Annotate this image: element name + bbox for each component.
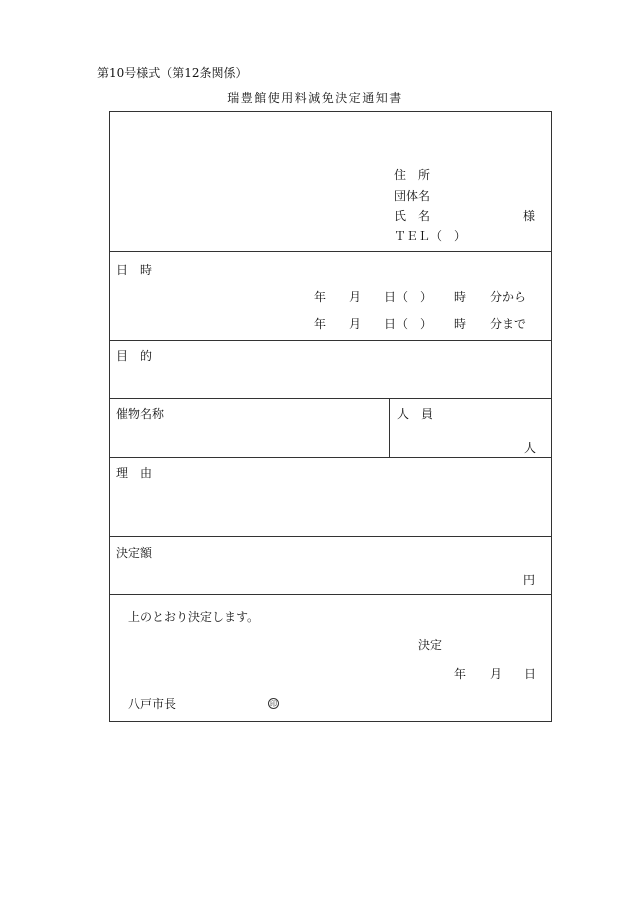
datetime-label: 日 時: [116, 263, 153, 277]
month-unit: 月: [349, 317, 362, 331]
group-name-label: 団体名: [394, 189, 431, 203]
divider-event: [109, 457, 552, 458]
hour-unit: 時: [454, 317, 467, 331]
divider-datetime: [109, 340, 552, 341]
seal-mark: 印: [270, 700, 277, 708]
divider-reason: [109, 536, 552, 537]
honorific: 様: [523, 209, 536, 223]
decided-label: 決定: [418, 638, 443, 652]
name-label: 氏 名: [394, 209, 431, 223]
amount-unit: 円: [523, 573, 536, 587]
day-unit: 日（ ）: [384, 317, 433, 331]
minute-unit: 分から: [490, 290, 527, 304]
form-frame: [109, 111, 552, 722]
hour-unit: 時: [454, 290, 467, 304]
purpose-label: 目 的: [116, 349, 153, 363]
event-name-label: 催物名称: [116, 407, 165, 421]
decision-year-unit: 年: [454, 667, 467, 681]
divider-purpose: [109, 398, 552, 399]
reason-label: 理 由: [116, 466, 153, 480]
year-unit: 年: [314, 290, 327, 304]
divider-recipient: [109, 251, 552, 252]
issuer: 八戸市長: [128, 697, 177, 711]
day-unit: 日（ ）: [384, 290, 433, 304]
form-number: 第10号様式（第12条関係）: [97, 66, 248, 80]
tel-label: ＴＥＬ（ ）: [394, 229, 467, 243]
divider-amount: [109, 594, 552, 595]
decision-month-unit: 月: [490, 667, 503, 681]
minute-unit: 分まで: [490, 317, 527, 331]
people-unit: 人: [524, 441, 537, 455]
decision-statement: 上のとおり決定します。: [128, 610, 260, 624]
address-label: 住 所: [394, 168, 431, 182]
divider-event-people: [389, 398, 390, 457]
year-unit: 年: [314, 317, 327, 331]
people-label: 人 員: [397, 407, 434, 421]
amount-label: 決定額: [116, 546, 153, 560]
document-title: 瑞豊館使用料減免決定通知書: [227, 91, 403, 105]
decision-day-unit: 日: [524, 667, 537, 681]
month-unit: 月: [349, 290, 362, 304]
